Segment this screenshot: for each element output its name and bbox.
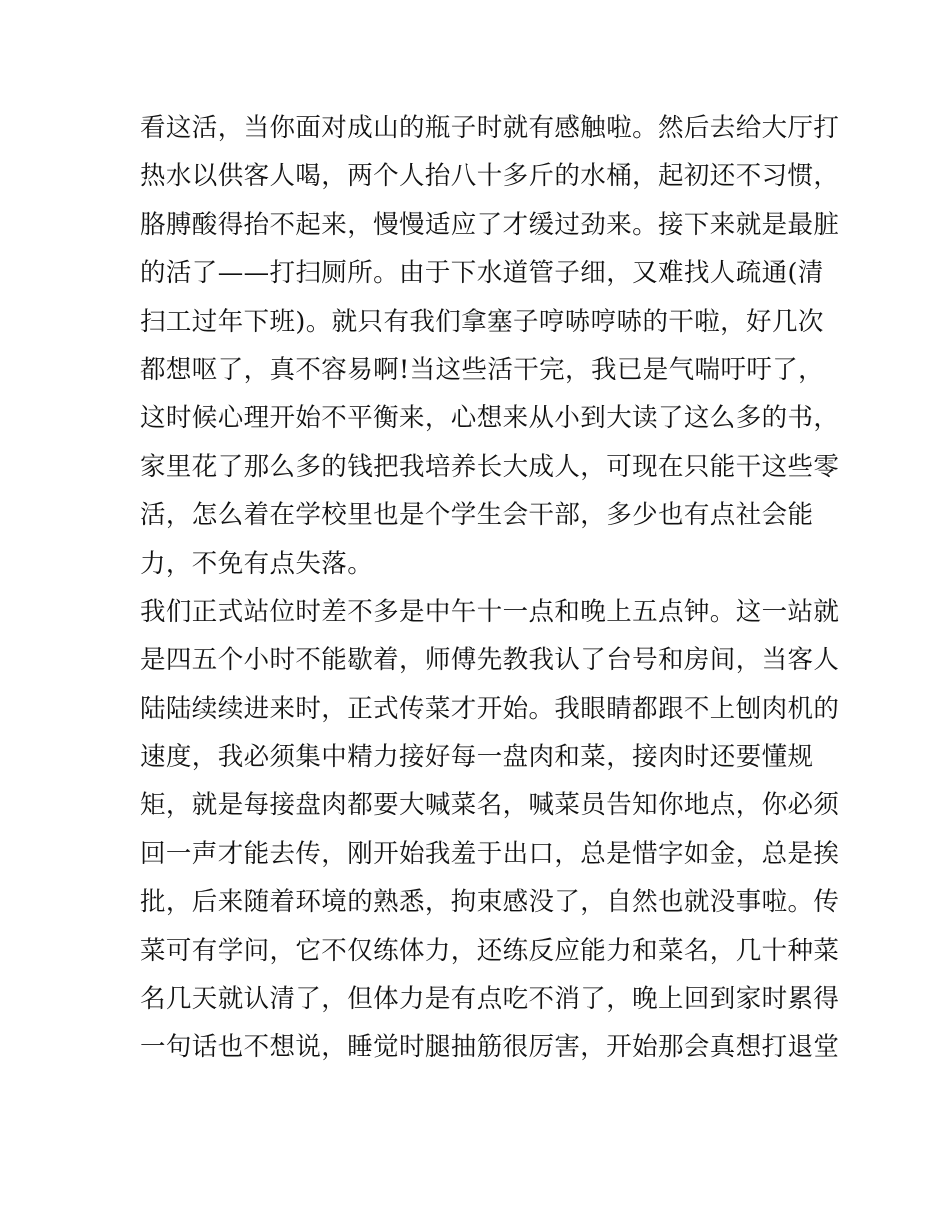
text-line: 都想呕了，真不容易啊!当这些活干完，我已是气喘吁吁了， [140, 354, 825, 385]
text-line: 一句话也不想说，睡觉时腿抽筋很厉害，开始那会真想打退堂 [140, 1032, 840, 1063]
body-text [140, 104, 840, 1072]
text-line: 速度，我必须集中精力接好每一盘肉和菜，接肉时还要懂规 [140, 742, 814, 773]
text-line: 陆陆续续进来时，正式传菜才开始。我眼睛都跟不上刨肉机的 [140, 693, 840, 724]
text-line: 活，怎么着在学校里也是个学生会干部，多少也有点社会能 [140, 500, 814, 531]
text-line: 回一声才能去传，刚开始我羞于出口，总是惜字如金，总是挨 [140, 838, 840, 869]
text-line: 胳膊酸得抬不起来，慢慢适应了才缓过劲来。接下来就是最脏 [140, 209, 840, 240]
text-line: 这时候心理开始不平衡来，心想来从小到大读了这么多的书， [140, 403, 840, 434]
text-line: 名几天就认清了，但体力是有点吃不消了，晚上回到家时累得 [140, 984, 840, 1015]
text-line: 力，不免有点失落。 [140, 548, 374, 579]
text-line: 菜可有学问，它不仅练体力，还练反应能力和菜名，几十种菜 [140, 935, 840, 966]
text-line: 是四五个小时不能歇着，师傅先教我认了台号和房间，当客人 [140, 645, 840, 676]
text-line: 看这活，当你面对成山的瓶子时就有感触啦。然后去给大厅打 [140, 113, 840, 143]
text-line: 扫工过年下班)。就只有我们拿塞子哼哧哼哧的干啦，好几次 [140, 306, 824, 337]
text-line: 我们正式站位时差不多是中午十一点和晚上五点钟。这一站就 [140, 596, 840, 627]
text-line: 家里花了那么多的钱把我培养长大成人，可现在只能干这些零 [140, 451, 840, 482]
text-line: 批，后来随着环境的熟悉，拘束感没了，自然也就没事啦。传 [140, 887, 840, 918]
text-line: 矩，就是每接盘肉都要大喊菜名，喊菜员告知你地点，你必须 [140, 790, 840, 821]
text-line: 热水以供客人喝，两个人抬八十多斤的水桶，起初还不习惯， [140, 161, 840, 192]
text-line: 的活了——打扫厕所。由于下水道管子细，又难找人疏通(清 [140, 258, 824, 289]
